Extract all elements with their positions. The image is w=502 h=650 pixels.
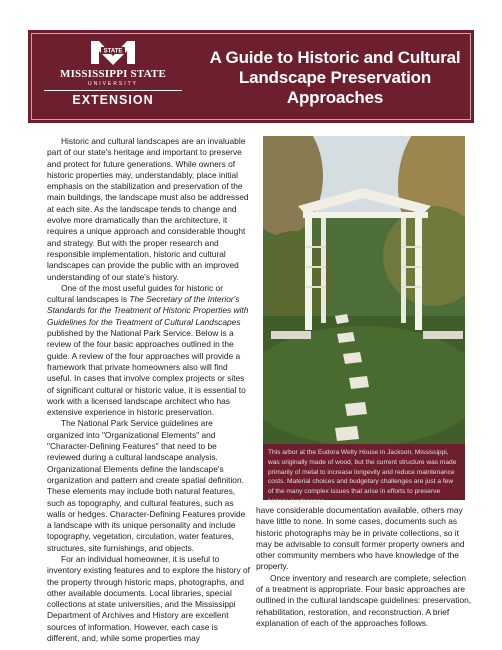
standards-text-a: One of the most useful guides for historic or cultural landscapes is bbox=[47, 282, 223, 305]
msu-extension-logo bbox=[38, 36, 188, 116]
paragraph-standards bbox=[47, 283, 250, 419]
paragraph-treatment: Once inventory and research are complete, selection of a treatment is appropriate. Four basic approaches are outlined in the cultural landscape guidelines: preservation, rehabilitation, restoration, and reconstruction. A brief explanation of each of the approaches follows. bbox=[256, 572, 472, 628]
right-column bbox=[256, 505, 474, 629]
left-column bbox=[47, 136, 250, 644]
title-line-1: A Guide to Historic and Cultural bbox=[209, 48, 461, 67]
paragraph-guidelines: The National Park Service guidelines are organized into "Organizational Elements" and "Character-Defining Features" that need to be reviewed during a cultural landscape analysis. Organizational Elements define the landscape's organization and pattern and create spatial definition. These elements may include both natural features, such as topography, and cultural features, such as walls or hedges. Character-Defining Features provide a landscape with its unique personality and include topography, vegetation, circulation, water features, structures, site furnishings, and objects. bbox=[47, 418, 246, 553]
logo-divider bbox=[44, 90, 182, 91]
logo-mark-text: STATE bbox=[103, 48, 123, 55]
arbor-photo-image bbox=[263, 136, 465, 444]
photo-caption: This arbor at the Eudora Welty House in Jackson, Mississippi, was originally made of wood, but the current structure was made primarily of metal to increase longevity and reduce maintenance costs. Material choices and budgetary challenges are just a few of the many complex issues that arise in efforts to preserve historic landscapes. bbox=[263, 444, 465, 500]
logo-university: MISSISSIPPI STATE bbox=[59, 68, 166, 80]
arbor-photo bbox=[263, 136, 465, 444]
logo-university-sub: UNIVERSITY bbox=[87, 81, 138, 87]
standards-text-b: published by the National Park Service. Below is a review of the four basic approaches outlined in the guide. A review of the four approaches will provide a framework that private homeowners also will find useful. In cases that involve complex projects or sites of significant cultural or historic value, it is essential to work with a licensed landscape architect who has extensive experience in historic preservation. bbox=[47, 328, 246, 418]
paragraph-homeowner: For an individual homeowner, it is useful to inventory existing features and to explore the history of the property through historic maps, photographs, and other available documents. Local libraries, special collections at state universities, and the Mississippi Department of Archives and History are excellent sources of information. However, each case is different, and, while some properties may bbox=[47, 553, 250, 644]
title-line-2: Landscape Preservation Approaches bbox=[238, 68, 432, 107]
paragraph-intro: Historic and cultural landscapes are an invaluable part of our state's heritage and important to preserve and protect for future generations. While owners of historic properties may, understandably, place initial emphasis on the stabilization and preservation of the main buildings, the landscape must also be addressed at each site. As the landscape tends to change and evolve more dramatically than the architecture, it requires a unique approach and considerable thought and strategy. But with the proper research and responsible implementation, historic and cultural landscapes can provide the public with an improved understanding of our state's history. bbox=[47, 136, 249, 282]
standards-title: The Secretary of the Interior's Standards for the Treatment of Historic Properties with Guidelines for the Treatment of Cultural Landscapes bbox=[47, 294, 249, 327]
paragraph-homeowner-continued: have considerable documentation available, others may have little to none. In some cases, documents such as historic photographs may be in private collections, so it may be advisable to consult former property owners and other community members who have knowledge of the property. bbox=[256, 505, 465, 572]
header-banner bbox=[28, 30, 474, 123]
page-title bbox=[200, 48, 470, 108]
msu-m-mark-icon bbox=[89, 38, 137, 66]
logo-extension: EXTENSION bbox=[72, 93, 154, 107]
